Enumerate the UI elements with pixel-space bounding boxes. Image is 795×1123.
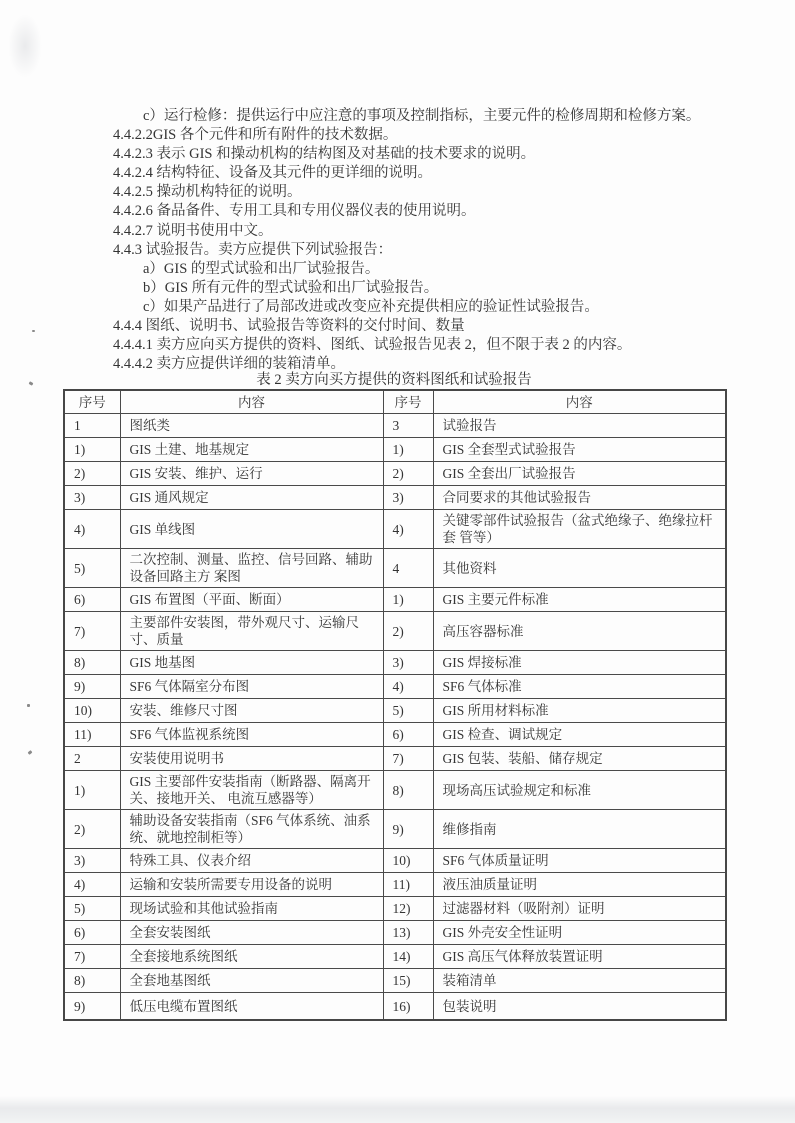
row-no-cell: 1)	[383, 588, 433, 612]
header-cell: 内容	[120, 390, 383, 414]
row-content-cell: 合同要求的其他试验报告	[433, 486, 726, 510]
row-no-cell: 3)	[64, 849, 120, 873]
row-no-cell: 14)	[383, 945, 433, 969]
table-row	[64, 921, 726, 945]
row-content-cell: 图纸类	[120, 414, 383, 438]
row-no-cell: 2)	[64, 462, 120, 486]
row-content-cell: 安装使用说明书	[120, 747, 383, 771]
row-no-cell: 7)	[64, 612, 120, 651]
row-no-cell: 9)	[64, 675, 120, 699]
table-row	[64, 699, 726, 723]
row-no-cell: 6)	[64, 588, 120, 612]
paragraph-line: 4.4.2.4 结构特征、设备及其元件的更详细的说明。	[113, 165, 432, 182]
row-content-cell: GIS 高压气体释放装置证明	[433, 945, 726, 969]
row-content-cell: 过滤器材料（吸附剂）证明	[433, 897, 726, 921]
paragraph-line: 4.4.4 图纸、说明书、试验报告等资料的交付时间、数量	[113, 318, 465, 335]
row-no-cell: 7)	[383, 747, 433, 771]
paragraph-line: 4.4.3 试验报告。卖方应提供下列试验报告：	[113, 241, 393, 258]
row-no-cell: 8)	[64, 969, 120, 993]
paragraph-line: 4.4.2.3 表示 GIS 和操动机构的结构图及对基础的技术要求的说明。	[113, 146, 536, 163]
row-content-cell: GIS 外壳安全性证明	[433, 921, 726, 945]
row-no-cell: 8)	[383, 771, 433, 810]
row-content-cell: GIS 主要元件标准	[433, 588, 726, 612]
row-no-cell: 1)	[64, 771, 120, 810]
paragraph-line: a）GIS 的型式试验和出厂试验报告。	[143, 260, 380, 277]
document-text-block	[0, 107, 795, 374]
paragraph-line: c）运行检修：提供运行中应注意的事项及控制指标，主要元件的检修周期和检修方案。	[143, 108, 701, 124]
row-no-cell: 13)	[383, 921, 433, 945]
row-no-cell: 6)	[64, 921, 120, 945]
table-row	[64, 873, 726, 897]
row-content-cell: 高压容器标准	[433, 612, 726, 651]
row-content-cell: GIS 通风规定	[120, 486, 383, 510]
row-no-cell: 1)	[64, 438, 120, 462]
row-content-cell: 全套地基图纸	[120, 969, 383, 993]
paragraph-line: 4.4.4.2 卖方应提供详细的装箱清单。	[113, 356, 345, 373]
row-no-cell: 7)	[64, 945, 120, 969]
row-content-cell: 特殊工具、仪表介绍	[120, 849, 383, 873]
row-no-cell: 11)	[64, 723, 120, 747]
table-row	[64, 549, 726, 588]
row-content-cell: 其他资料	[433, 549, 726, 588]
row-no-cell: 4	[383, 549, 433, 588]
data-table	[63, 389, 727, 1021]
row-content-cell: GIS 包装、装船、储存规定	[433, 747, 726, 771]
row-no-cell: 6)	[383, 723, 433, 747]
row-no-cell: 2	[64, 747, 120, 771]
row-content-cell: GIS 所用材料标准	[433, 699, 726, 723]
row-content-cell: GIS 焊接标准	[433, 651, 726, 675]
row-content-cell: 液压油质量证明	[433, 873, 726, 897]
row-content-cell: 全套接地系统图纸	[120, 945, 383, 969]
row-content-cell: 全套安装图纸	[120, 921, 383, 945]
table-caption: 表 2 卖方向买方提供的资料图纸和试验报告	[256, 372, 532, 388]
paragraph-line: 4.4.2.7 说明书使用中文。	[113, 222, 273, 239]
paragraph-line: 4.4.2.5 操动机构特征的说明。	[113, 184, 302, 201]
row-content-cell: 包装说明	[433, 993, 726, 1021]
table-row	[64, 747, 726, 771]
row-no-cell: 12)	[383, 897, 433, 921]
row-content-cell: 辅助设备安装指南（SF6 气体系统、油系统、就地控制柜等）	[120, 810, 383, 849]
table-row	[64, 810, 726, 849]
paragraph-line: 4.4.2.6 备品备件、专用工具和专用仪器仪表的使用说明。	[113, 203, 476, 220]
table-row	[64, 897, 726, 921]
table-row	[64, 771, 726, 810]
table-row	[64, 486, 726, 510]
table-header-row	[64, 390, 726, 414]
row-no-cell: 9)	[64, 993, 120, 1021]
row-no-cell: 4)	[383, 675, 433, 699]
row-no-cell: 5)	[64, 549, 120, 588]
row-no-cell: 10)	[383, 849, 433, 873]
table-row	[64, 462, 726, 486]
row-content-cell: 现场试验和其他试验指南	[120, 897, 383, 921]
row-content-cell: 维修指南	[433, 810, 726, 849]
table-row	[64, 849, 726, 873]
row-no-cell: 1	[64, 414, 120, 438]
row-content-cell: SF6 气体质量证明	[433, 849, 726, 873]
row-content-cell: 装箱清单	[433, 969, 726, 993]
table-row	[64, 438, 726, 462]
table-row	[64, 510, 726, 549]
row-content-cell: GIS 土建、地基规定	[120, 438, 383, 462]
row-content-cell: 低压电缆布置图纸	[120, 993, 383, 1021]
row-no-cell: 2)	[383, 612, 433, 651]
row-no-cell: 11)	[383, 873, 433, 897]
row-no-cell: 2)	[383, 462, 433, 486]
table-row	[64, 588, 726, 612]
row-no-cell: 8)	[64, 651, 120, 675]
row-no-cell: 2)	[64, 810, 120, 849]
row-no-cell: 3)	[383, 651, 433, 675]
row-content-cell: GIS 地基图	[120, 651, 383, 675]
scan-speck	[27, 704, 30, 707]
row-content-cell: 运输和安装所需要专用设备的说明	[120, 873, 383, 897]
table-row	[64, 675, 726, 699]
row-content-cell: GIS 单线图	[120, 510, 383, 549]
table-row	[64, 651, 726, 675]
row-content-cell: 试验报告	[433, 414, 726, 438]
row-no-cell: 5)	[64, 897, 120, 921]
paragraph-line: 4.4.4.1 卖方应向买方提供的资料、图纸、试验报告见表 2，但不限于表 2 的内容。	[113, 337, 632, 354]
row-content-cell: SF6 气体监视系统图	[120, 723, 383, 747]
row-no-cell: 9)	[383, 810, 433, 849]
header-cell: 序号	[383, 390, 433, 414]
row-no-cell: 15)	[383, 969, 433, 993]
paragraph-line: c）如果产品进行了局部改进或改变应补充提供相应的验证性试验报告。	[143, 298, 599, 315]
row-no-cell: 16)	[383, 993, 433, 1021]
scan-smudge	[8, 14, 42, 78]
header-cell: 内容	[433, 390, 726, 414]
scan-speck	[29, 381, 34, 386]
row-no-cell: 5)	[383, 699, 433, 723]
row-content-cell: GIS 全套出厂试验报告	[433, 462, 726, 486]
row-content-cell: 主要部件安装图，带外观尺寸、运输尺寸、质量	[120, 612, 383, 651]
table-row	[64, 723, 726, 747]
row-content-cell: GIS 全套型式试验报告	[433, 438, 726, 462]
row-no-cell: 1)	[383, 438, 433, 462]
table-row	[64, 945, 726, 969]
row-content-cell: SF6 气体标准	[433, 675, 726, 699]
row-content-cell: GIS 布置图（平面、断面）	[120, 588, 383, 612]
row-content-cell: GIS 检查、调试规定	[433, 723, 726, 747]
row-no-cell: 4)	[64, 510, 120, 549]
row-content-cell: GIS 主要部件安装指南（断路器、隔离开关、接地开关、 电流互感器等）	[120, 771, 383, 810]
row-no-cell: 3	[383, 414, 433, 438]
table-row	[64, 414, 726, 438]
table-row	[64, 612, 726, 651]
row-no-cell: 3)	[383, 486, 433, 510]
row-no-cell: 3)	[64, 486, 120, 510]
row-no-cell: 4)	[64, 873, 120, 897]
row-no-cell: 10)	[64, 699, 120, 723]
header-cell: 序号	[64, 390, 120, 414]
row-content-cell: SF6 气体隔室分布图	[120, 675, 383, 699]
row-content-cell: 二次控制、测量、监控、信号回路、辅助设备回路主方 案图	[120, 549, 383, 588]
scan-speck	[28, 750, 33, 755]
paragraph-line: b）GIS 所有元件的型式试验和出厂试验报告。	[143, 279, 439, 296]
table-row	[64, 969, 726, 993]
row-content-cell: 安装、维修尺寸图	[120, 699, 383, 723]
table-row	[64, 993, 726, 1021]
row-no-cell: 4)	[383, 510, 433, 549]
page-bottom-shadow	[0, 1096, 795, 1123]
row-content-cell: 关键零部件试验报告（盆式绝缘子、绝缘拉杆套 管等）	[433, 510, 726, 549]
paragraph-line: 4.4.2.2GIS 各个元件和所有附件的技术数据。	[113, 127, 398, 144]
row-content-cell: GIS 安装、维护、运行	[120, 462, 383, 486]
row-content-cell: 现场高压试验规定和标准	[433, 771, 726, 810]
